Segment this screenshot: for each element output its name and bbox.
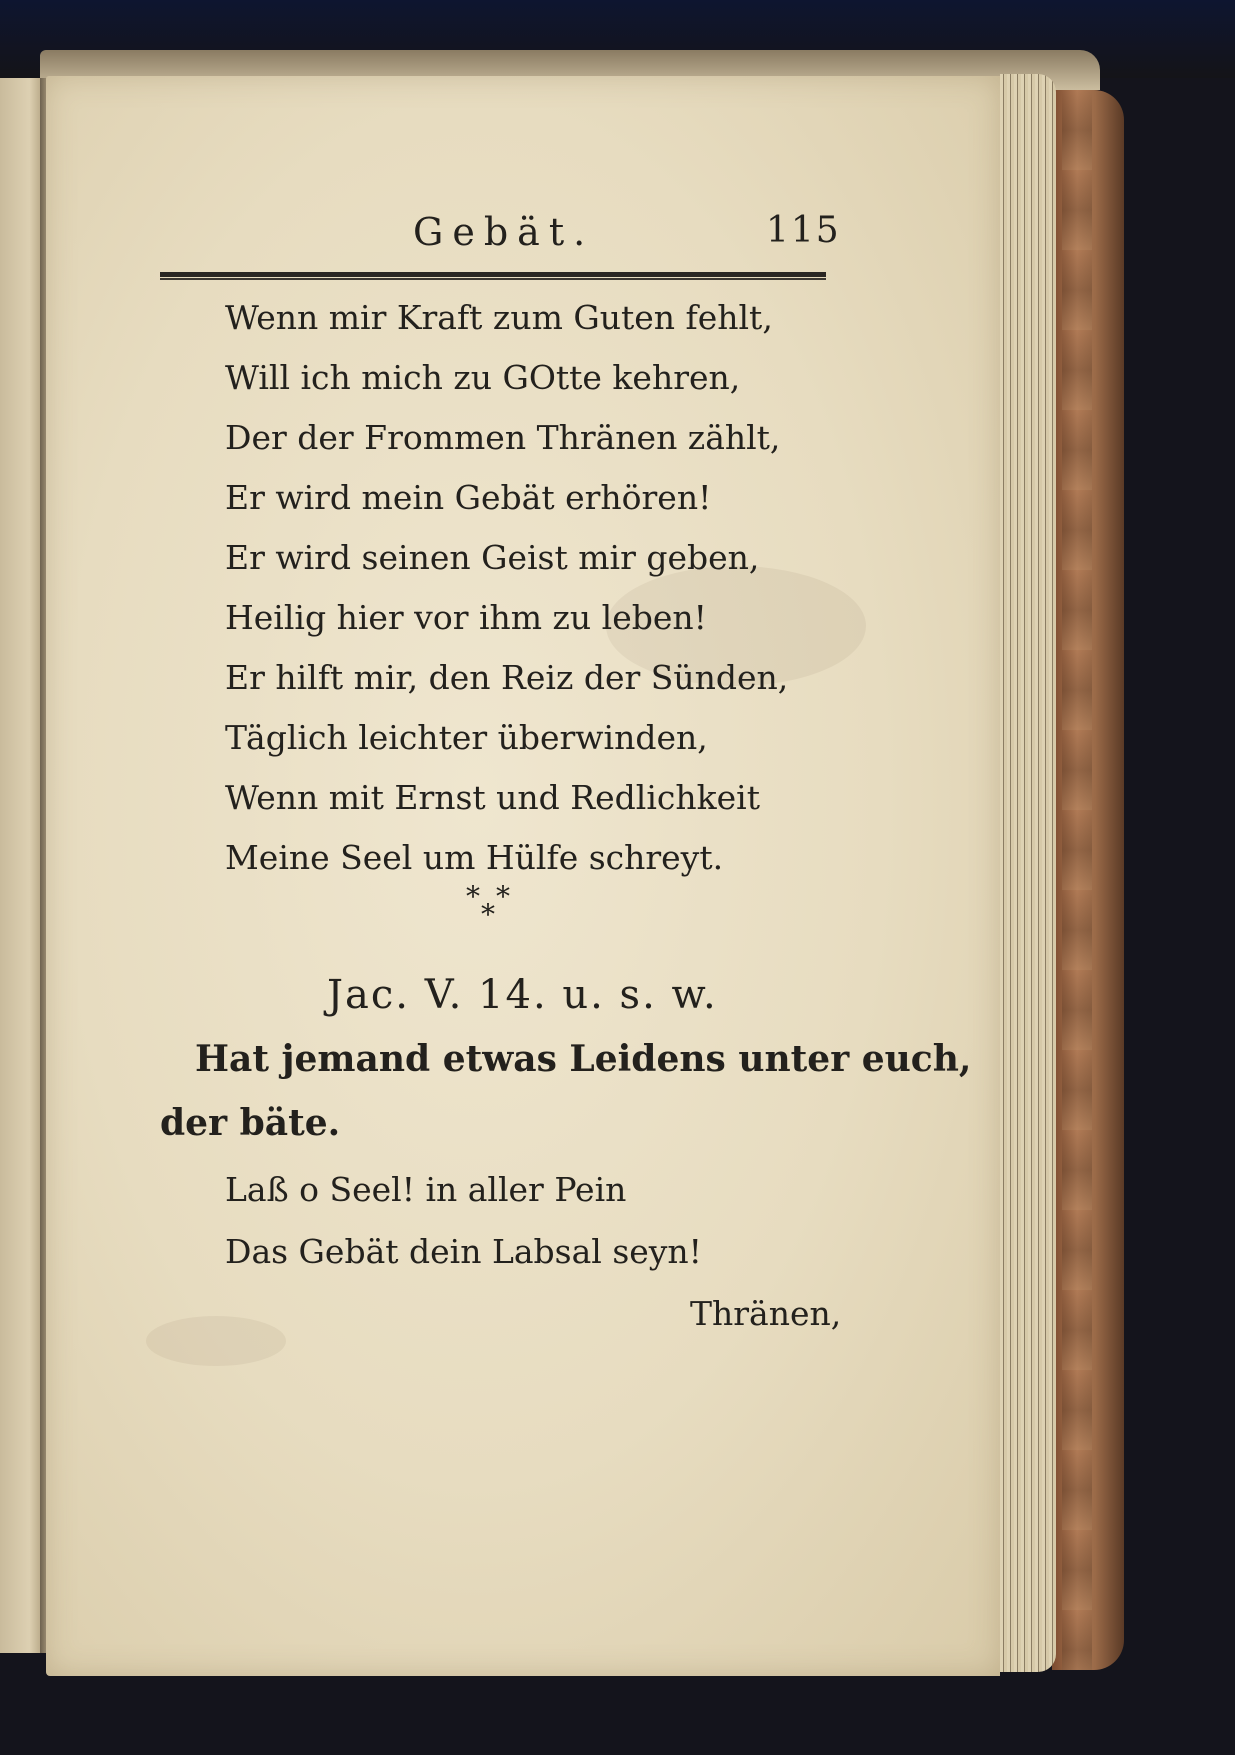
- verse-line: Er wird mein Gebät erhören!: [225, 478, 712, 517]
- scripture-line: Hat jemand etwas Leidens unter euch,: [195, 1038, 972, 1080]
- running-header-title: Gebät.: [413, 210, 595, 254]
- scripture-citation: Jac. V. 14. u. s. w.: [327, 972, 718, 1018]
- asterisk: *: [496, 880, 510, 913]
- verse-line: Will ich mich zu GOtte kehren,: [225, 358, 741, 397]
- verse-line: Heilig hier vor ihm zu leben!: [225, 598, 707, 637]
- verse-line: Wenn mir Kraft zum Guten fehlt,: [225, 298, 773, 337]
- page-number: 115: [766, 210, 841, 251]
- asterisk: *: [481, 898, 495, 931]
- verse-line: Das Gebät dein Labsal seyn!: [225, 1232, 702, 1271]
- asterism-ornament: [462, 880, 522, 940]
- verse-line: Täglich leichter überwinden,: [225, 718, 708, 757]
- asterisk: *: [466, 880, 480, 913]
- verse-line: Er hilft mir, den Reiz der Sünden,: [225, 658, 789, 697]
- verse-line: Er wird seinen Geist mir geben,: [225, 538, 760, 577]
- verse-line: Der der Frommen Thränen zählt,: [225, 418, 781, 457]
- show-through-stain: [146, 1316, 286, 1366]
- scripture-line: der bäte.: [160, 1102, 341, 1144]
- book-cover-edge: [1052, 90, 1124, 1670]
- verse-line: Wenn mit Ernst und Redlichkeit: [225, 778, 760, 817]
- left-page-edge: [0, 78, 42, 1653]
- header-rule: [160, 272, 826, 277]
- verse-line: Meine Seel um Hülfe schreyt.: [225, 838, 724, 877]
- header-rule-thin: [160, 278, 826, 280]
- catchword: Thränen,: [690, 1294, 842, 1333]
- page-stack-edges: [1000, 74, 1056, 1672]
- verse-line: Laß o Seel! in aller Pein: [225, 1170, 627, 1209]
